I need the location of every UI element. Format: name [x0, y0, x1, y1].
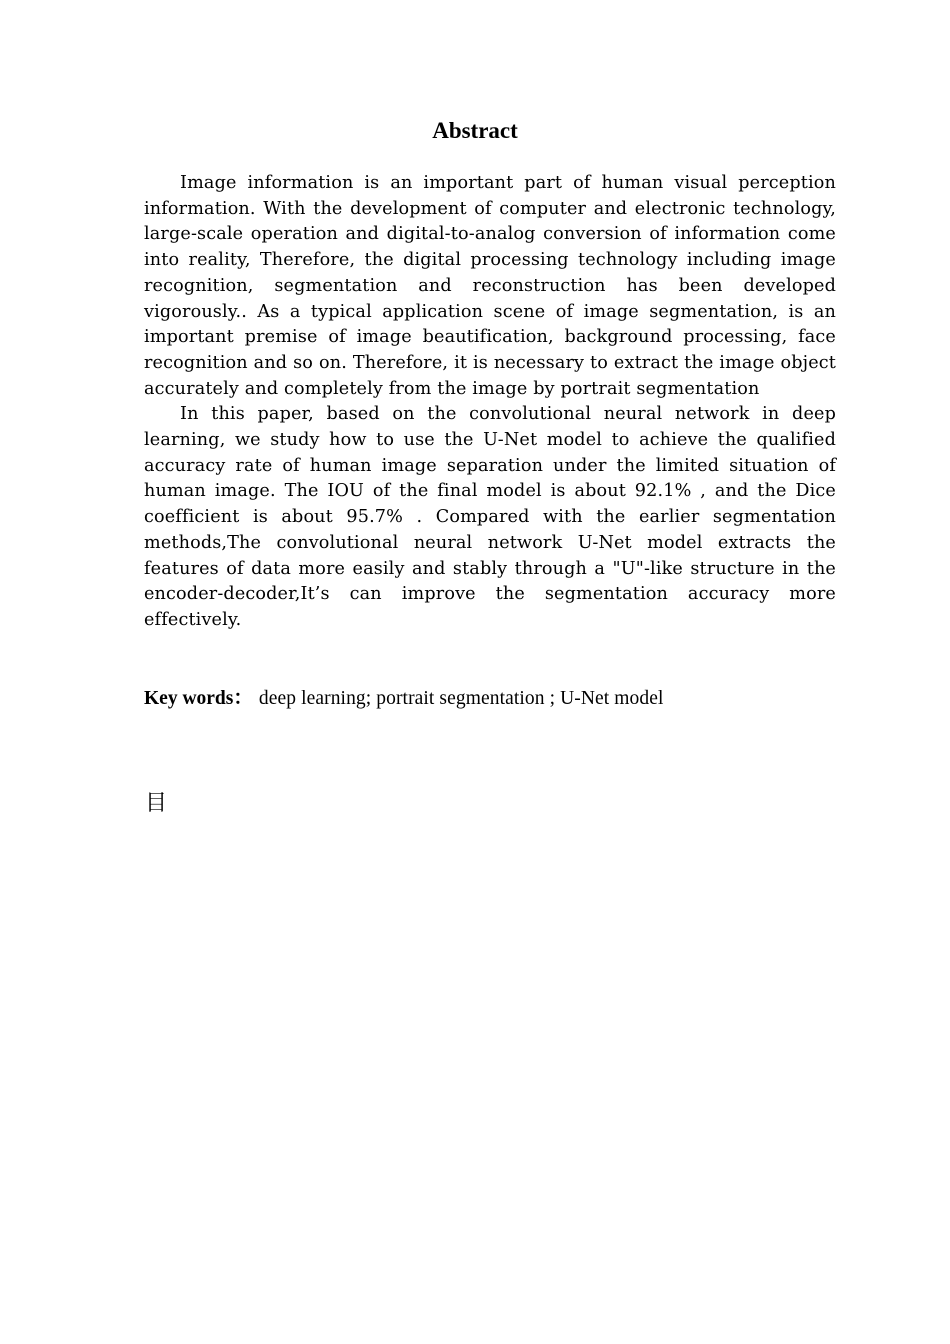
- keywords-value: deep learning; portrait segmentation ; U-Net model: [258, 688, 664, 709]
- abstract-title: Abstract: [432, 118, 518, 143]
- keywords-line: [144, 686, 836, 712]
- keywords-label: Key words: [144, 688, 234, 709]
- keywords-separator: ：: [233, 688, 253, 709]
- abstract-body: [144, 171, 836, 634]
- abstract-paragraph-2: In this paper, based on the convolutional neural network in deep learning, we study how to use the U-Net model to achieve the qualified accuracy rate of human image separation under the limited situation of human image. The IOU of the final model is about 92.1% , and the Dice coefficient is about 95.7% . Compared with the earlier segmentation methods,The convolutional neural network U-Net model extracts the features of data more easily and stably through a "U"-like structure in the encoder-decoder,It’s can improve the segmentation accuracy more effectively.: [144, 404, 836, 630]
- toc-heading-fragment: 目: [145, 791, 168, 816]
- abstract-paragraph-1: Image information is an important part of human visual perception information. With the development of computer and electronic technology, large-scale operation and digital-to-analog conversion of information come into reality, Therefore, the digital processing technology including image recognition, segmentation and reconstruction has been developed vigorously.. As a typical application scene of image segmentation, is an important premise of image beautification, background processing, face recognition and so on. Therefore, it is necessary to extract the image object accurately and completely from the image by portrait segmentation: [144, 173, 836, 399]
